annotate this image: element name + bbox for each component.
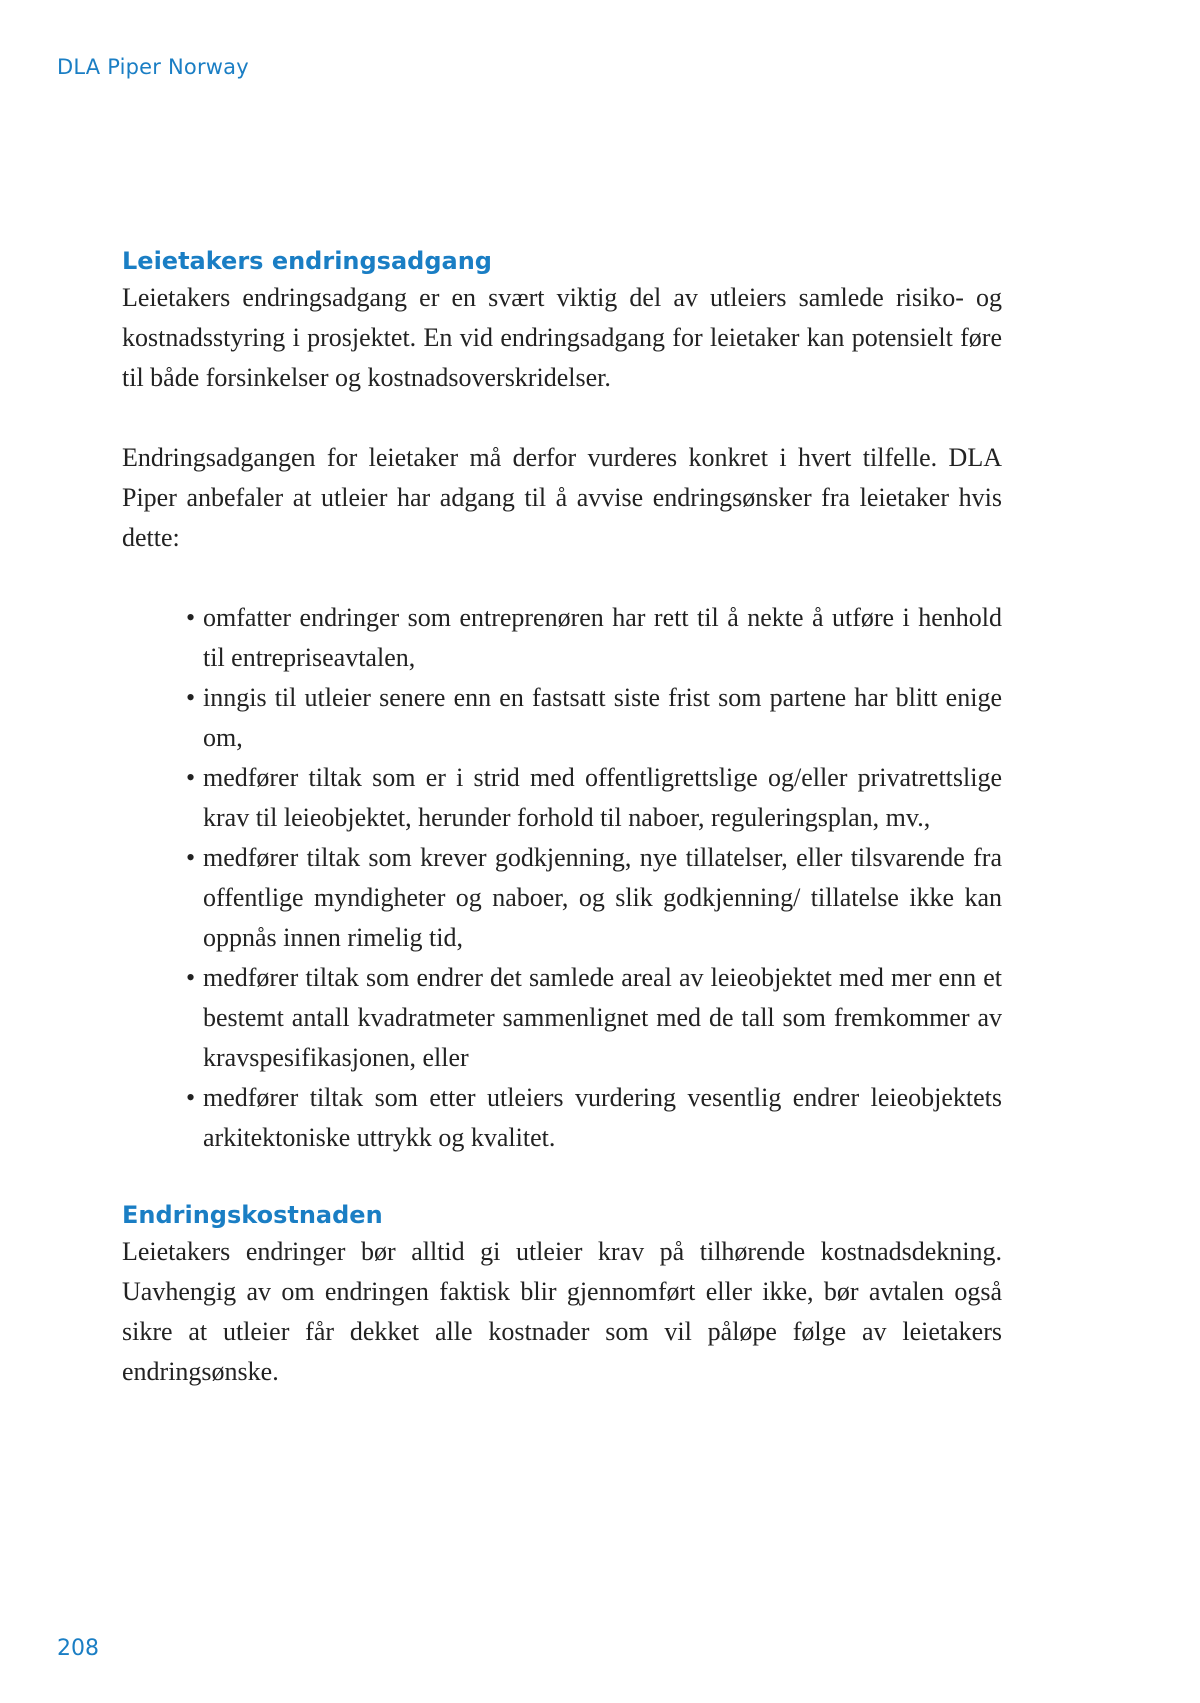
section-heading-endringsadgang: Leietakers endringsadgang: [122, 247, 492, 275]
bullet-icon: •: [186, 963, 196, 992]
running-header: DLA Piper Norway: [57, 55, 249, 79]
list-item-text: medfører tiltak som endrer det samlede areal av leieobjektet med mer enn et bestemt antall kvadratmeter sammenlignet med de tall som fremkommer av kravspesifikasjonen, eller: [203, 963, 1002, 1072]
paragraph: Leietakers endringsadgang er en svært viktig del av utleiers samlede risiko- og kostnadsstyring i prosjektet. En vid endringsadgang for leietaker kan potensielt føre til både forsinkelser og kostnadsoverskridelser.: [122, 283, 1002, 392]
list-item-text: medfører tiltak som er i strid med offentligrettslige og/eller privatrettslige krav til leieobjektet, herunder forhold til naboer, reguleringsplan, mv.,: [203, 763, 1002, 832]
list-item-text: inngis til utleier senere enn en fastsatt siste frist som partene har blitt enige om,: [203, 683, 1002, 752]
list-item: [186, 838, 1002, 958]
bullet-icon: •: [186, 763, 196, 792]
bullet-icon: •: [186, 1083, 196, 1112]
list-item: [186, 1078, 1002, 1158]
section-heading-endringskostnaden: Endringskostnaden: [122, 1201, 383, 1229]
page-number: 208: [57, 1636, 99, 1661]
paragraph: Endringsadgangen for leietaker må derfor vurderes konkret i hvert tilfelle. DLA Piper anbefaler at utleier har adgang til å avvise endringsønsker fra leietaker hvis dette:: [122, 443, 1002, 552]
page-body: [122, 244, 1002, 1392]
paragraph: Leietakers endringer bør alltid gi utleier krav på tilhørende kostnadsdekning. Uavhengig av om endringen faktisk blir gjennomført eller ikke, bør avtalen også sikre at utleier får dekket alle kostnader som vil påløpe følge av leietakers endringsønske.: [122, 1237, 1002, 1386]
list-item-text: omfatter endringer som entreprenøren har rett til å nekte å utføre i henhold til entrepriseavtalen,: [203, 603, 1002, 672]
bullet-icon: •: [186, 603, 196, 632]
list-item-text: medfører tiltak som etter utleiers vurdering vesentlig endrer leieobjektets arkitektoniske uttrykk og kvalitet.: [203, 1083, 1002, 1152]
list-item: [186, 958, 1002, 1078]
bullet-icon: •: [186, 683, 196, 712]
list-item: [186, 598, 1002, 678]
paragraph-spacer: [122, 398, 1002, 438]
bullet-list: [122, 598, 1002, 1158]
bullet-icon: •: [186, 843, 196, 872]
list-item: [186, 678, 1002, 758]
list-item: [186, 758, 1002, 838]
list-item-text: medfører tiltak som krever godkjenning, nye tillatelser, eller tilsvarende fra offentlige myndigheter og naboer, og slik godkjenning/ tillatelse ikke kan oppnås innen rimelig tid,: [203, 843, 1002, 952]
